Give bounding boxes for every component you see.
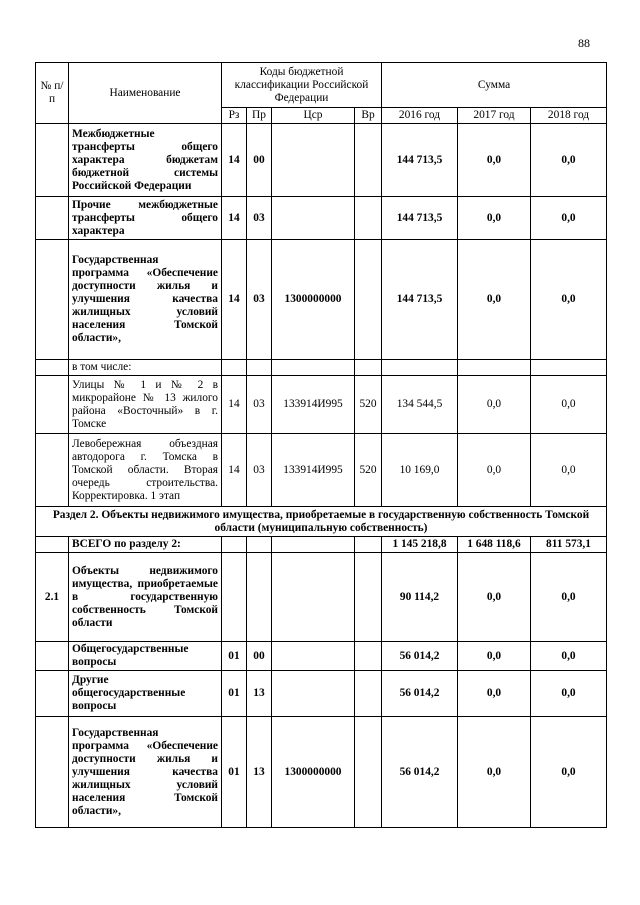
cell-y2017: 0,0 (458, 671, 531, 717)
cell-csr: 1300000000 (272, 240, 355, 360)
header-pr: Пр (247, 108, 272, 124)
cell-csr: 133914И995 (272, 434, 355, 507)
header-2018: 2018 год (531, 108, 607, 124)
cell-y2018: 0,0 (531, 434, 607, 507)
cell-pr: 00 (247, 642, 272, 671)
cell-pr (247, 360, 272, 376)
cell-y2018: 0,0 (531, 240, 607, 360)
table-row (36, 671, 607, 717)
cell-csr (272, 642, 355, 671)
cell-csr (272, 553, 355, 642)
table-row (36, 360, 607, 376)
table-row (36, 240, 607, 360)
total-num-cell (36, 537, 69, 553)
cell-num (36, 197, 69, 240)
cell-num (36, 434, 69, 507)
cell-num (36, 240, 69, 360)
cell-vr: 520 (355, 434, 382, 507)
cell-y2016 (382, 360, 458, 376)
cell-rz: 14 (222, 240, 247, 360)
cell-rz: 14 (222, 197, 247, 240)
cell-pr: 03 (247, 376, 272, 434)
cell-name: Улицы № 1 и № 2 в микрорайоне № 13 жилого района «Восточный» в г. Томске (69, 376, 222, 434)
section2-body (36, 553, 607, 828)
cell-vr (355, 671, 382, 717)
header-vr: Вр (355, 108, 382, 124)
cell-y2018: 0,0 (531, 671, 607, 717)
table-row (36, 376, 607, 434)
cell-name: Государственная программа «Обеспечение доступности жилья и улучшения качества жилищных условий населения Томской области», (69, 240, 222, 360)
cell-y2018: 0,0 (531, 197, 607, 240)
table-row (36, 434, 607, 507)
header-sum: Сумма (382, 63, 607, 108)
cell-y2016: 144 713,5 (382, 197, 458, 240)
cell-name: Левобережная объездная автодорога г. Томска в Томской области. Вторая очередь строительства. Корректировка. 1 этап (69, 434, 222, 507)
section2-title: Раздел 2. Объекты недвижимого имущества, приобретаемые в государственную собственность Томской области (муниципальную собственность) (36, 507, 607, 537)
cell-y2017: 0,0 (458, 197, 531, 240)
section1-body (36, 124, 607, 507)
cell-pr: 00 (247, 124, 272, 197)
cell-y2017: 0,0 (458, 124, 531, 197)
total-2016: 1 145 218,8 (382, 537, 458, 553)
total-label: ВСЕГО по разделу 2: (69, 537, 222, 553)
cell-pr: 03 (247, 240, 272, 360)
table-row (36, 642, 607, 671)
cell-rz (222, 360, 247, 376)
cell-y2018: 0,0 (531, 553, 607, 642)
cell-vr (355, 240, 382, 360)
cell-pr: 03 (247, 434, 272, 507)
cell-y2017: 0,0 (458, 553, 531, 642)
cell-pr: 03 (247, 197, 272, 240)
cell-pr: 13 (247, 717, 272, 828)
cell-name: Общегосударственные вопросы (69, 642, 222, 671)
cell-y2018: 0,0 (531, 642, 607, 671)
cell-num (36, 124, 69, 197)
cell-csr (272, 124, 355, 197)
cell-csr (272, 360, 355, 376)
cell-vr (355, 553, 382, 642)
cell-y2017: 0,0 (458, 717, 531, 828)
cell-y2016: 56 014,2 (382, 717, 458, 828)
cell-name: Прочие межбюджетные трансферты общего характера (69, 197, 222, 240)
cell-name: в том числе: (69, 360, 222, 376)
header-rz: Рз (222, 108, 247, 124)
cell-y2018: 0,0 (531, 124, 607, 197)
header-name: Наименование (69, 63, 222, 124)
cell-y2016: 56 014,2 (382, 671, 458, 717)
cell-y2016: 90 114,2 (382, 553, 458, 642)
cell-name: Межбюджетные трансферты общего характера бюджетам бюджетной системы Российской Федерации (69, 124, 222, 197)
cell-rz: 14 (222, 434, 247, 507)
cell-rz: 01 (222, 642, 247, 671)
cell-num (36, 376, 69, 434)
cell-y2017: 0,0 (458, 642, 531, 671)
cell-y2016: 144 713,5 (382, 240, 458, 360)
cell-y2016: 10 169,0 (382, 434, 458, 507)
cell-rz: 01 (222, 671, 247, 717)
cell-rz (222, 553, 247, 642)
cell-y2017: 0,0 (458, 240, 531, 360)
cell-num (36, 671, 69, 717)
table-row (36, 124, 607, 197)
cell-vr (355, 642, 382, 671)
cell-num: 2.1 (36, 553, 69, 642)
cell-y2017: 0,0 (458, 376, 531, 434)
cell-y2016: 144 713,5 (382, 124, 458, 197)
cell-y2016: 134 544,5 (382, 376, 458, 434)
cell-num (36, 717, 69, 828)
budget-table (35, 62, 607, 828)
cell-y2016: 56 014,2 (382, 642, 458, 671)
cell-num (36, 360, 69, 376)
cell-name: Другие общегосударственные вопросы (69, 671, 222, 717)
cell-pr (247, 553, 272, 642)
header-2016: 2016 год (382, 108, 458, 124)
header-codes: Коды бюджетной классификации Российской Федерации (222, 63, 382, 108)
page-number: 88 (578, 36, 590, 50)
cell-pr: 13 (247, 671, 272, 717)
cell-num (36, 642, 69, 671)
cell-vr (355, 360, 382, 376)
header-2017: 2017 год (458, 108, 531, 124)
total-2018: 811 573,1 (531, 537, 607, 553)
header-num: № п/п (36, 63, 69, 124)
cell-csr (272, 197, 355, 240)
cell-vr (355, 717, 382, 828)
total-2017: 1 648 118,6 (458, 537, 531, 553)
table-row (36, 197, 607, 240)
table-row (36, 717, 607, 828)
cell-vr: 520 (355, 376, 382, 434)
cell-rz: 01 (222, 717, 247, 828)
section2-header (36, 507, 607, 553)
cell-csr: 1300000000 (272, 717, 355, 828)
cell-name: Государственная программа «Обеспечение доступности жилья и улучшения качества жилищных условий населения Томской области», (69, 717, 222, 828)
cell-name: Объекты недвижимого имущества, приобретаемые в государственную собственность Томской области (69, 553, 222, 642)
header-csr: Цср (272, 108, 355, 124)
cell-csr: 133914И995 (272, 376, 355, 434)
cell-rz: 14 (222, 124, 247, 197)
cell-y2017: 0,0 (458, 434, 531, 507)
cell-y2018: 0,0 (531, 376, 607, 434)
cell-vr (355, 124, 382, 197)
cell-y2018 (531, 360, 607, 376)
cell-y2018: 0,0 (531, 717, 607, 828)
cell-csr (272, 671, 355, 717)
cell-vr (355, 197, 382, 240)
table-row (36, 553, 607, 642)
cell-rz: 14 (222, 376, 247, 434)
cell-y2017 (458, 360, 531, 376)
